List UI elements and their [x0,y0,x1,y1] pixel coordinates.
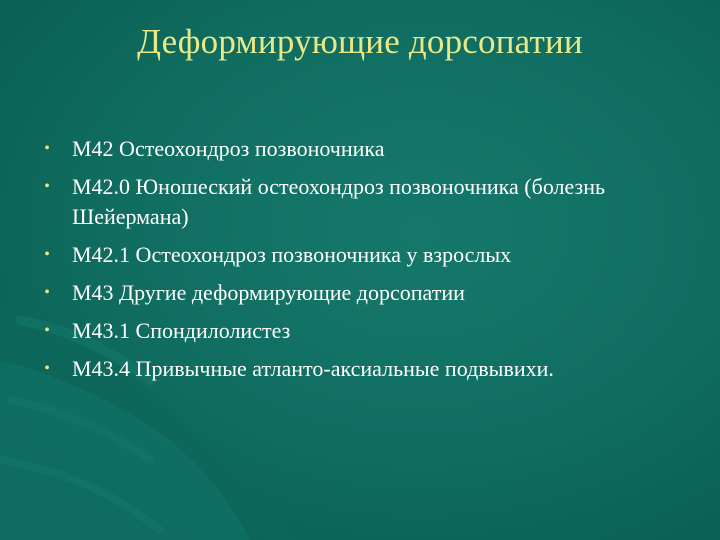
list-item [40,278,700,308]
slide-title: Деформирующие дорсопатии [137,22,583,61]
list-item [40,354,700,384]
bullet-icon: • [44,178,50,195]
bullet-icon: • [44,284,50,301]
bullet-icon: • [44,360,50,377]
list-item-text: М43 Другие деформирующие дорсопатии [72,280,465,305]
bullet-icon: • [44,246,50,263]
bullet-icon: • [44,322,50,339]
list-item-text: М43.4 Привычные атланто-аксиальные подвывихи. [72,356,554,381]
list-item [40,172,700,232]
list-item [40,240,700,270]
list-item-text: М42.1 Остеохондроз позвоночника у взрослых [72,242,512,267]
list-item-text: М42 Остеохондроз позвоночника [72,136,385,161]
bullet-icon: • [44,140,50,157]
list-item [40,134,700,164]
list-item-text: М42.0 Юношеский остеохондроз позвоночника (болезнь Шейермана) [72,174,606,229]
list-item-text: М43.1 Спондилолистез [72,318,291,343]
list-item [40,316,700,346]
bullet-list [40,134,700,392]
